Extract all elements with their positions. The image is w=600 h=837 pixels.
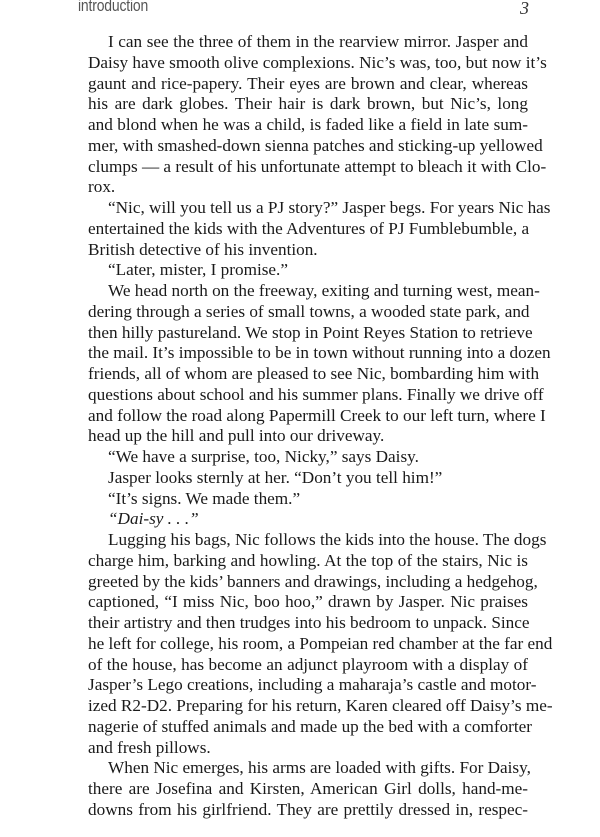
text-line: the mail. It’s impossible to be in town without running into a dozen — [88, 343, 551, 363]
text-line: Daisy have smooth olive complexions. Nic’s was, too, but now it’s — [88, 52, 547, 72]
text-line: “It’s signs. We made them.” — [108, 488, 301, 508]
text-line: British detective of his invention. — [88, 239, 318, 259]
text-line: then hilly pastureland. We stop in Point Reyes Station to retrieve — [88, 322, 533, 342]
text-line: ized R2-D2. Preparing for his return, Karen cleared off Daisy’s me- — [88, 696, 553, 715]
text-line: downs from his girlfriend. They are prettily dressed in, respec- — [88, 799, 528, 819]
text-line: We head north on the freeway, exiting and turning west, mean- — [108, 281, 540, 300]
text-line: and fresh pillows. — [88, 737, 211, 757]
text-line: friends, all of whom are pleased to see Nic, bombarding him with — [88, 364, 540, 383]
text-line: questions about school and his summer plans. Finally we drive off — [88, 384, 544, 404]
text-line: captioned, “I miss Nic, boo hoo,” drawn by Jasper. Nic praises — [88, 592, 528, 612]
text-line: entertained the kids with the Adventures of PJ Fumblebumble, a — [88, 218, 530, 238]
text-line: gaunt and rice-papery. Their eyes are brown and clear, whereas — [88, 73, 528, 93]
text-line: “Dai-sy . . .” — [108, 509, 199, 529]
text-line: clumps — a result of his unfortunate attempt to bleach it with Clo- — [88, 156, 547, 176]
text-line: I can see the three of them in the rearview mirror. Jasper and — [108, 32, 528, 51]
text-line: charge him, barking and howling. At the top of the stairs, Nic is — [88, 550, 528, 570]
text-line: “Nic, will you tell us a PJ story?” Jasper begs. For years Nic has — [108, 198, 551, 217]
text-line: dering through a series of small towns, a wooded state park, and — [88, 301, 530, 321]
text-line: there are Josefina and Kirsten, American Girl dolls, hand-me- — [88, 779, 528, 798]
text-line: of the house, has become an adjunct playroom with a display of — [88, 654, 528, 674]
text-line: his are dark globes. Their hair is dark brown, but Nic’s, long — [88, 94, 528, 114]
page-number: 3 — [520, 0, 529, 18]
body-text — [88, 32, 553, 821]
text-line: greeted by the kids’ banners and drawings, including a hedgehog, — [88, 571, 538, 591]
running-head: introduction — [78, 0, 149, 15]
text-line: he left for college, his room, a Pompeian red chamber at the far end — [88, 633, 553, 653]
text-line: “We have a surprise, too, Nicky,” says Daisy. — [108, 447, 419, 466]
text-line: Jasper looks sternly at her. “Don’t you tell him!” — [108, 467, 443, 487]
text-line: Lugging his bags, Nic follows the kids into the house. The dogs — [108, 530, 547, 549]
text-line: and follow the road along Papermill Creek to our left turn, where I — [88, 405, 546, 425]
text-line: head up the hill and pull into our driveway. — [88, 426, 385, 446]
text-line: When Nic emerges, his arms are loaded with gifts. For Daisy, — [108, 758, 531, 778]
text-line: nagerie of stuffed animals and made up the bed with a comforter — [88, 716, 533, 736]
text-line: their artistry and then trudges into his bedroom to unpack. Since — [88, 613, 530, 632]
text-line: rox. — [88, 177, 116, 197]
text-line: “Later, mister, I promise.” — [108, 260, 288, 280]
text-line: Jasper’s Lego creations, including a maharaja’s castle and motor- — [88, 675, 537, 695]
text-line: mer, with smashed-down sienna patches and sticking-up yellowed — [88, 135, 543, 155]
text-line: and blond when he was a child, is faded like a field in late sum- — [88, 115, 528, 134]
